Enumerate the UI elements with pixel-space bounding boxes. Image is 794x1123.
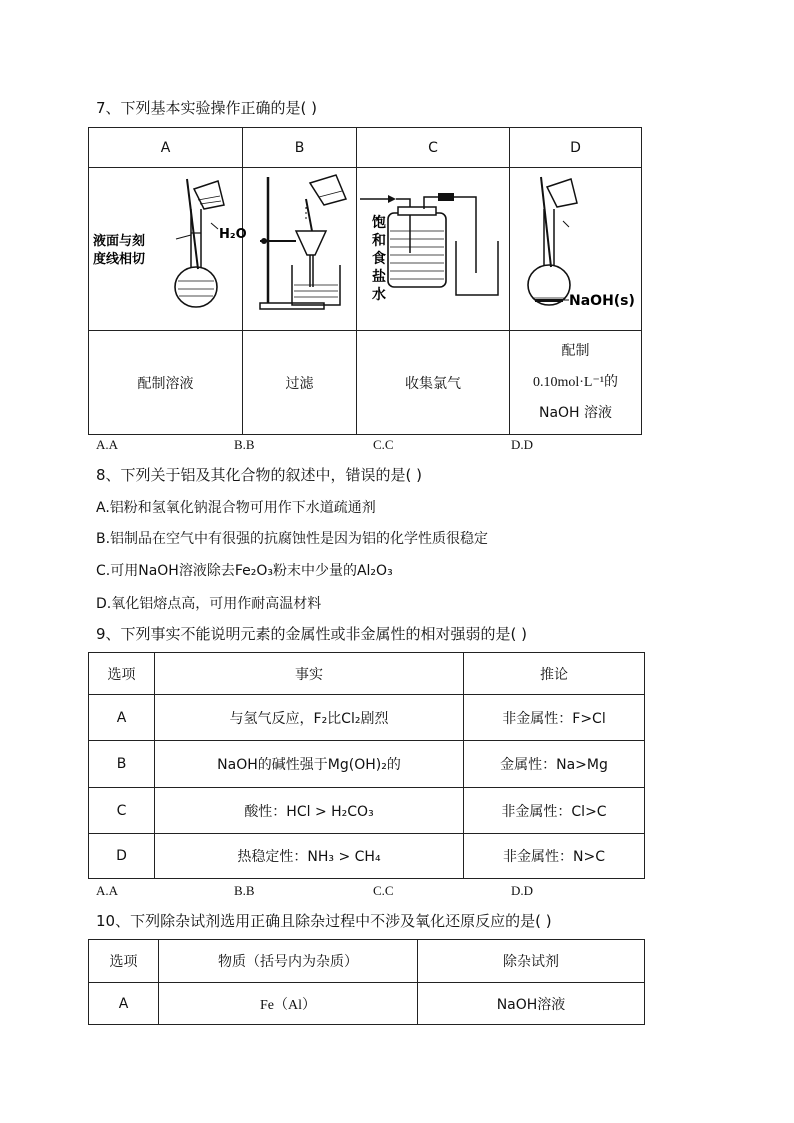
q7-choice-a: A.A — [96, 437, 119, 452]
label-saturated-2: 和 — [372, 233, 386, 249]
q10-row-a-substance: Fe（Al） — [159, 983, 418, 1025]
q7-figure-a-flask — [89, 168, 247, 331]
table-row — [89, 695, 645, 741]
q8-option-d: D.氧化铝熔点高，可用作耐高温材料 — [96, 596, 322, 612]
label-salt-1: 食 — [372, 251, 386, 267]
q7-caption-c: 收集氯气 — [357, 331, 510, 435]
label-salt-2: 盐 — [372, 269, 386, 285]
q10-row-a-option: A — [89, 983, 159, 1025]
q10-header-reagent: 除杂试剂 — [418, 940, 645, 983]
q7-caption-d — [510, 331, 642, 435]
q8-option-a: A.铝粉和氢氧化钠混合物可用作下水道疏通剂 — [96, 500, 376, 516]
q7-header-c: C — [357, 128, 510, 168]
q7-caption-d-line1: 配制 — [561, 343, 590, 359]
q10-header-option: 选项 — [89, 940, 159, 983]
question-10-table — [88, 939, 645, 1025]
flask-naoh-figure — [511, 169, 641, 329]
q10-row-a-reagent: NaOH溶液 — [418, 983, 645, 1025]
volumetric-flask-figure — [90, 169, 247, 329]
q9-row-c-conclusion: 非金属性：Cl>C — [464, 788, 645, 834]
label-tangent-mark: 度线相切 — [92, 252, 145, 267]
q9-row-a-option: A — [89, 695, 155, 741]
q9-header-fact: 事实 — [155, 653, 464, 695]
q9-row-b-option: B — [89, 741, 155, 788]
q7-caption-d-line2: 0.10mol·L⁻¹的 — [532, 375, 619, 390]
q9-choice-d: D.D — [511, 883, 534, 898]
table-row — [89, 741, 645, 788]
gas-washing-bottle-figure — [358, 169, 508, 329]
q9-choice-c: C.C — [373, 883, 394, 898]
q10-header-substance: 物质（括号内为杂质） — [159, 940, 418, 983]
filtration-figure — [244, 169, 356, 329]
q7-figure-c-gas-collection — [357, 168, 510, 331]
table-row — [89, 788, 645, 834]
question-10-stem: 10、下列除杂试剂选用正确且除杂过程中不涉及氧化还原反应的是( ) — [96, 912, 552, 930]
label-naoh-solid: NaOH(s) — [568, 293, 635, 309]
q8-option-c: C.可用NaOH溶液除去Fe₂O₃粉末中少量的Al₂O₃ — [96, 563, 393, 579]
q9-header-option: 选项 — [89, 653, 155, 695]
q9-row-a-fact: 与氢气反应，F₂比Cl₂剧烈 — [155, 695, 464, 741]
label-saturated-1: 饱 — [372, 215, 386, 231]
q9-row-a-conclusion: 非金属性：F>Cl — [464, 695, 645, 741]
question-9-stem: 9、下列事实不能说明元素的金属性或非金属性的相对强弱的是( ) — [96, 625, 528, 643]
q7-header-b: B — [243, 128, 357, 168]
label-liquid-level: 液面与刻 — [92, 234, 145, 249]
q9-row-d-conclusion: 非金属性：N>C — [464, 834, 645, 879]
q7-figure-d-flask-naoh — [510, 168, 642, 331]
table-row — [89, 834, 645, 879]
q9-row-b-conclusion: 金属性：Na>Mg — [464, 741, 645, 788]
q9-choice-b: B.B — [234, 883, 255, 898]
q9-row-c-option: C — [89, 788, 155, 834]
q7-choice-d: D.D — [511, 437, 534, 452]
q9-row-b-fact: NaOH的碱性强于Mg(OH)₂的 — [155, 741, 464, 788]
q9-row-d-fact: 热稳定性：NH₃ > CH₄ — [155, 834, 464, 879]
q7-figure-b-filtration — [243, 168, 357, 331]
label-water: H₂O — [218, 227, 247, 242]
q9-row-d-option: D — [89, 834, 155, 879]
question-9-table — [88, 652, 645, 879]
q9-choice-a: A.A — [96, 883, 119, 898]
question-8-stem: 8、下列关于铝及其化合物的叙述中，错误的是( ) — [96, 466, 423, 484]
q9-row-c-fact: 酸性：HCl > H₂CO₃ — [155, 788, 464, 834]
question-7-stem: 7、下列基本实验操作正确的是( ) — [96, 99, 318, 117]
label-water-c: 水 — [372, 287, 386, 303]
q7-header-a: A — [89, 128, 243, 168]
q7-caption-d-line3: NaOH 溶液 — [538, 405, 613, 421]
q8-option-b: B.铝制品在空气中有很强的抗腐蚀性是因为铝的化学性质很稳定 — [96, 531, 489, 547]
q7-caption-a: 配制溶液 — [89, 331, 243, 435]
q9-header-conclusion: 推论 — [464, 653, 645, 695]
q7-header-d: D — [510, 128, 642, 168]
table-row — [89, 983, 645, 1025]
q7-choice-c: C.C — [373, 437, 394, 452]
q7-caption-b: 过滤 — [243, 331, 357, 435]
question-7-table — [88, 127, 642, 435]
q7-choice-b: B.B — [234, 437, 255, 452]
